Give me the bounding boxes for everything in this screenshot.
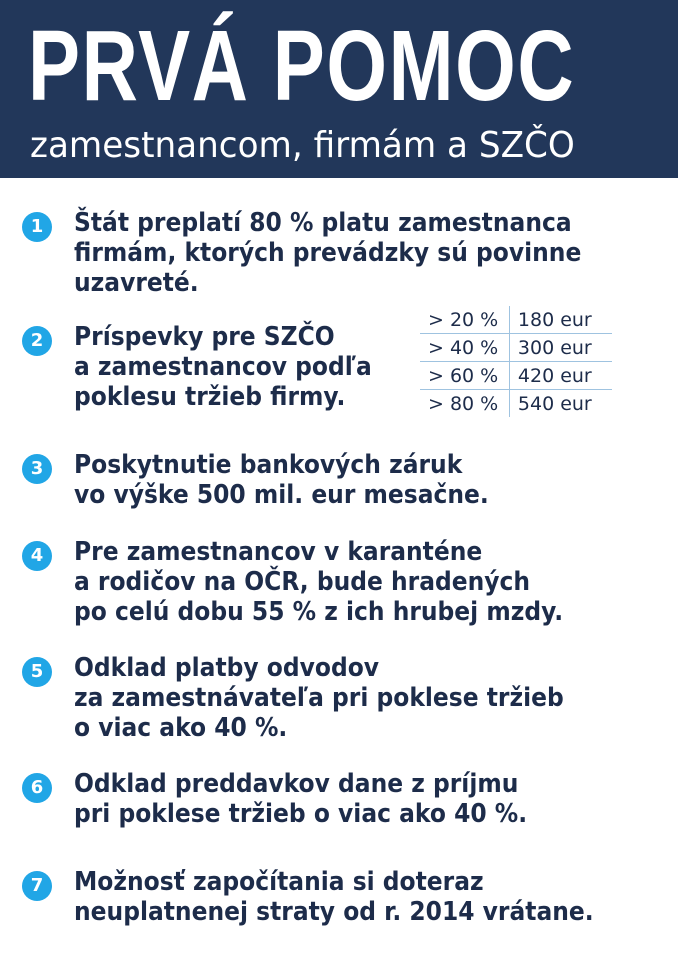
table-cell-amount: 540 eur (517, 392, 592, 415)
number-badge: 6 (22, 773, 52, 803)
text-line: Štát preplatí 80 % platu zamestnanca (74, 208, 572, 238)
number-badge: 4 (22, 541, 52, 571)
number-badge: 3 (22, 454, 52, 484)
number-badge: 7 (22, 871, 52, 901)
table-row (420, 390, 612, 418)
text-line: vo výške 500 mil. eur mesačne. (74, 480, 489, 510)
text-line: neuplatnenej straty od r. 2014 vrátane. (74, 897, 594, 927)
text-line: Príspevky pre SZČO (74, 322, 335, 352)
table-cell-amount: 420 eur (509, 362, 612, 390)
list-item-text (74, 653, 564, 743)
table-cell-amount: 300 eur (509, 334, 612, 362)
header-banner (0, 0, 678, 178)
contribution-table (420, 306, 612, 417)
text-line: firmám, ktorých prevádzky sú povinne (74, 238, 582, 268)
table-cell-drop: > 60 % (420, 362, 509, 390)
table-cell-drop: > 40 % (420, 334, 509, 362)
table-cell-drop: > 20 % (420, 306, 509, 334)
list-item-text (74, 537, 563, 627)
text-line: Odklad preddavkov dane z príjmu (74, 769, 519, 799)
text-line: poklesu tržieb firmy. (74, 382, 346, 412)
text-line: po celú dobu 55 % z ich hrubej mzdy. (74, 597, 564, 627)
list-item-text (74, 322, 372, 412)
page-subtitle: zamestnancom, firmám a SZČO (30, 125, 575, 166)
text-line: Pre zamestnancov v karanténe (74, 537, 483, 567)
table-row (420, 362, 612, 390)
text-line: a zamestnancov podľa (74, 352, 372, 382)
text-line: o viac ako 40 %. (74, 713, 288, 743)
table-cell-amount: 180 eur (509, 306, 612, 334)
list-item-text (74, 769, 527, 829)
number-badge: 1 (22, 212, 52, 242)
text-line: Poskytnutie bankových záruk (74, 450, 463, 480)
number-badge: 2 (22, 326, 52, 356)
text-line: za zamestnávateľa pri poklese tržieb (74, 683, 564, 713)
page-title: PRVÁ POMOC (28, 10, 576, 122)
text-line: Odklad platby odvodov (74, 653, 380, 683)
list-item-text (74, 450, 489, 510)
list-item-text (74, 208, 581, 298)
list-item-text (74, 867, 594, 927)
text-line: pri poklese tržieb o viac ako 40 %. (74, 799, 528, 829)
table-row (420, 306, 612, 334)
text-line: a rodičov na OČR, bude hradených (74, 567, 531, 597)
text-line: Možnosť započítania si doteraz (74, 867, 484, 897)
number-badge: 5 (22, 657, 52, 687)
table-row (420, 334, 612, 362)
text-line: uzavreté. (74, 268, 199, 298)
table-cell-drop: > 80 % (420, 390, 509, 418)
